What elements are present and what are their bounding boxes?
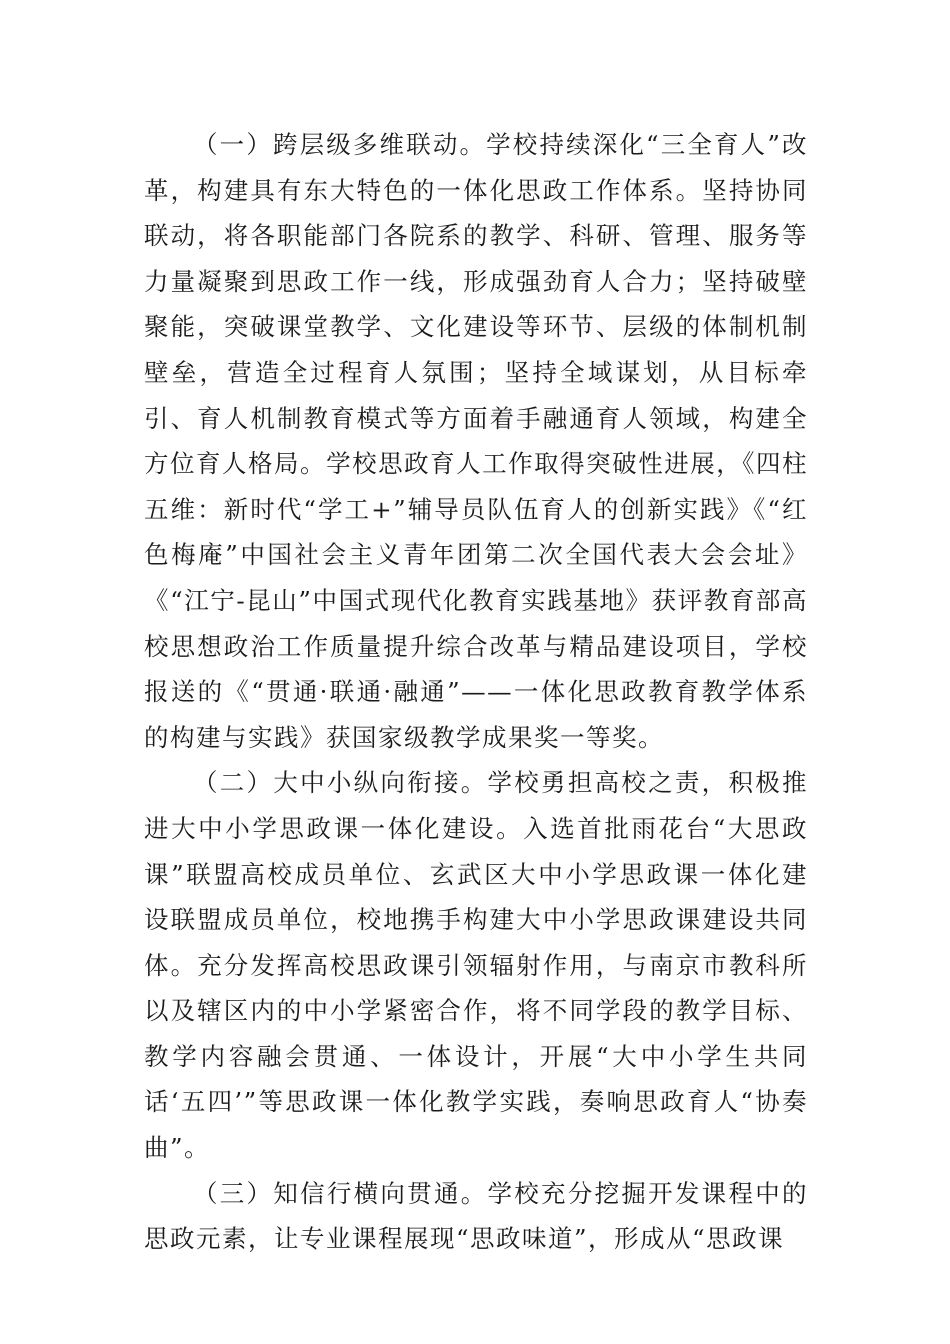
- paragraph-1-body: 学校持续深化“三全育人”改革，构建具有东大特色的一体化思政工作体系。坚持协同联动，将各职能部门各院系的教学、科研、管理、服务等力量凝聚到思政工作一线，形成强劲育人合力；坚持破壁聚能，突破课堂教学、文化建设等环节、层级的体制机制壁垒，营造全过程育人氛围；坚持全域谋划，从目标牵引、育人机制教育模式等方面着手融通育人领域，构建全方位育人格局。学校思政育人工作取得突破性进展，《四柱五维：新时代“学工+”辅导员队伍育人的创新实践》《“红色梅庵”中国社会主义青年团第二次全国代表大会会址》《“江宁-昆山”中国式现代化教育实践基地》获评教育部高校思想政治工作质量提升综合改革与精品建设项目，学校报送的《“贯通·联通·融通”——一体化思政教育教学体系的构建与实践》获国家级教学成果奖一等奖。: [144, 130, 808, 752]
- paragraph-1-heading: （一）跨层级多维联动。: [193, 130, 487, 159]
- paragraph-1: [144, 122, 808, 760]
- paragraph-2-body: 学校勇担高校之责，积极推进大中小学思政课一体化建设。入选首批雨花台“大思政课”联盟高校成员单位、玄武区大中小学思政课一体化建设联盟成员单位，校地携手构建大中小学思政课建设共同体。充分发挥高校思政课引领辐射作用，与南京市教科所以及辖区内的中小学紧密合作，将不同学段的教学目标、教学内容融会贯通、一体设计，开展“大中小学生共同话‘五四’”等思政课一体化教学实践，奏响思政育人“协奏曲”。: [144, 768, 808, 1163]
- paragraph-3-body: 学校充分挖掘开发课程中的思政元素，让专业课程展现“思政味道”，形成从“思政课: [144, 1178, 808, 1254]
- paragraph-2: [144, 760, 808, 1170]
- paragraph-2-heading: （二）大中小纵向衔接。: [193, 768, 488, 798]
- document-page: [144, 122, 808, 1262]
- paragraph-3-heading: （三）知信行横向贯通。: [193, 1178, 488, 1208]
- paragraph-3: [144, 1171, 808, 1262]
